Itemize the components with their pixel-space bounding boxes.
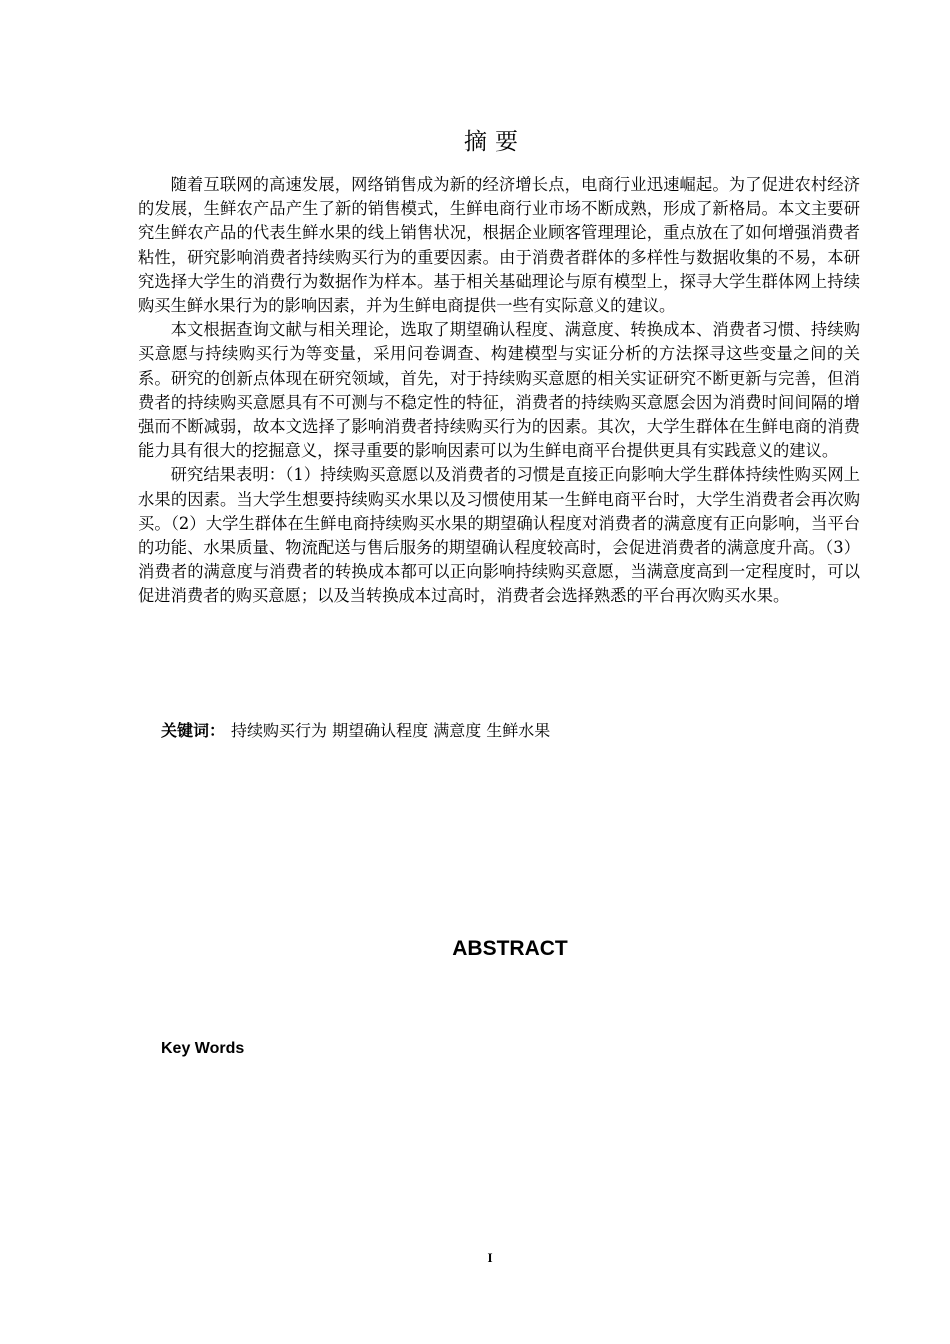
abstract-paragraph-3: 研究结果表明：（1）持续购买意愿以及消费者的习惯是直接正向影响大学生群体持续性购买网上水果的因素。当大学生想要持续购买水果以及习惯使用某一生鲜电商平台时，大学生消费者会再次购买。（2）大学生群体在生鲜电商持续购买水果的期望确认程度对消费者的满意度有正向影响，当平台的功能、水果质量、物流配送与售后服务的期望确认程度较高时，会促进消费者的满意度升高。（3）消费者的满意度与消费者的转换成本都可以正向影响持续购买意愿，当满意度高到一定程度时，可以促进消费者的购买意愿；以及当转换成本过高时，消费者会选择熟悉的平台再次购买水果。 [138,465,860,606]
english-keywords-label: Key Words [161,1040,245,1057]
chinese-keywords-value: 持续购买行为 期望确认程度 满意度 生鲜水果 [231,721,551,740]
chinese-abstract-title: 摘要 [464,129,526,155]
abstract-paragraph-1: 随着互联网的高速发展，网络销售成为新的经济增长点，电商行业迅速崛起。为了促进农村经济的发展，生鲜农产品产生了新的销售模式，生鲜电商行业市场不断成熟，形成了新格局。本文主要研究生鲜农产品的代表生鲜水果的线上销售状况，根据企业顾客管理理论，重点放在了如何增强消费者粘性，研究影响消费者持续购买行为的重要因素。由于消费者群体的多样性与数据收集的不易，本研究选择大学生的消费行为数据作为样本。基于相关基础理论与原有模型上，探寻大学生群体网上持续购买生鲜水果行为的影响因素，并为生鲜电商提供一些有实际意义的建议。 [138,175,860,316]
chinese-keywords-label: 关键词： [161,721,226,740]
chinese-abstract-body [138,173,860,609]
abstract-paragraph-2: 本文根据查询文献与相关理论，选取了期望确认程度、满意度、转换成本、消费者习惯、持续购买意愿与持续购买行为等变量，采用问卷调查、构建模型与实证分析的方法探寻这些变量之间的关系。研究的创新点体现在研究领域，首先，对于持续购买意愿的相关实证研究不断更新与完善，但消费者的持续购买意愿具有不可测与不稳定性的特征，消费者的持续购买意愿会因为消费时间间隔的增强而不断减弱，故本文选择了影响消费者持续购买行为的因素。其次，大学生群体在生鲜电商的消费能力具有很大的挖掘意义，探寻重要的影响因素可以为生鲜电商平台提供更具有实践意义的建议。 [138,320,860,461]
english-abstract-title: ABSTRACT [452,937,568,960]
page-number: I [487,1250,493,1265]
chinese-keywords-line [161,719,550,743]
